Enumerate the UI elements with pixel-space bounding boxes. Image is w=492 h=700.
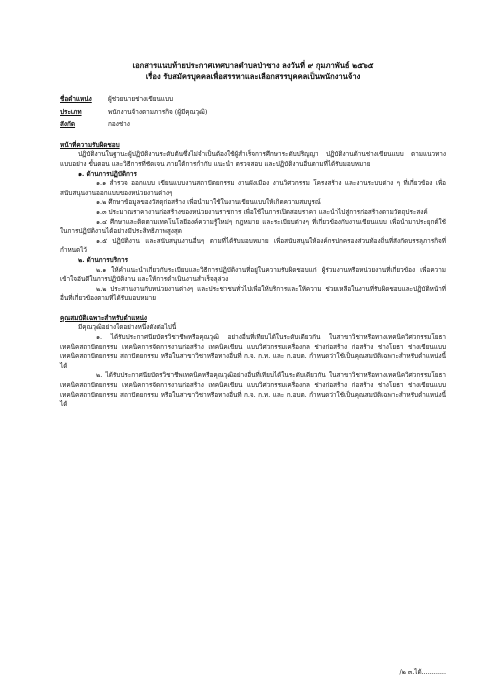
title-block (60, 60, 446, 82)
duties-heading: หน้าที่ความรับผิดชอบ (60, 140, 120, 149)
duties-intro: ปฏิบัติงานในฐานะผู้ปฏิบัติงานระดับต้นซึ่งไม่จำเป็นต้องใช้ผู้สำเร็จการศึกษาระดับปริญญา ปฏิบัติงานด้านช่างเขียนแบบ ตามแนวทาง แบบอย่าง ขั้นตอน และวิธีการที่ชัดเจน ภายใต้การกำกับ แนะนำ ตรวจสอบ และปฏิบัติงานอื่นตามที่ได้รับมอบหมาย (60, 150, 446, 168)
document-title: เอกสารแนบท้ายประกาศเทศบาลตำบลป่าซาง ลงวันที่ ๙ กุมภาพันธ์ ๒๕๖๕ (132, 61, 374, 70)
service-item: ๒.๒ ประสานงานกับหน่วยงานต่างๆ และประชาชนทั่วไปเพื่อให้บริการและให้ความ ช่วยเหลือในงานที่รับผิดชอบและปฏิบัติหน้าที่อื่นที่เกี่ยวข้องตามที่ได้รับมอบหมาย (60, 284, 446, 303)
position-value: ผู้ช่วยนายช่างเขียนแบบ (108, 95, 174, 103)
qualifications-intro: มีคุณวุฒิอย่างใดอย่างหนึ่งดังต่อไปนี้ (78, 323, 177, 332)
operations-item: ๑.๓ ประมาณราคางานก่อสร้างของหน่วยงานราชการ เพื่อใช้ในการเปิดสอบราคา และนำไปสู่การก่อสร้างตามวัตถุประสงค์ (96, 207, 428, 216)
qualification-item: ๒. ได้รับประกาศนียบัตรวิชาชีพเทคนิคหรือคุณวุฒิอย่างอื่นที่เทียบได้ในระดับเดียวกัน ในสาขาวิชาหรือทางเทคนิควิศวกรรมโยธา เทคนิคสถาปัตยกรรม เทคนิคการจัดการงานก่อสร้าง เทคนิคเขียน แบบวิศวกรรมเครื่องกล ช่างก่อสร้าง ก่อสร้าง ช่างโยธา ช่างเขียนแบบ เทคนิคสถาปัตยกรรม สถาปัตยกรรม หรือในสาขาวิชาหรือทางอื่นที่ ก.จ. ก.ท. และ ก.อบต. กำหนดว่าใช้เป็นคุณสมบัติเฉพาะสำหรับตำแหน่งนี้ได้ (60, 371, 446, 409)
qualification-item: ๑. ได้รับประกาศนียบัตรวิชาชีพหรือคุณวุฒิ อย่างอื่นที่เทียบได้ในระดับเดียวกัน ในสาขาวิชาหรือทางเทคนิควิศวกรรมโยธา เทคนิคสถาปัตยกรรม เทคนิคการจัดการงานก่อสร้าง เทคนิคเขียน แบบวิศวกรรมเครื่องกล ช่างก่อสร้าง ก่อสร้าง ช่างโยธา ช่างเขียนแบบ เทคนิคสถาปัตยกรรม สถาปัตยกรรม หรือในสาขาวิชาหรือทางอื่นที่ ก.จ. ก.ท. และ ก.อบต. กำหนดว่าใช้เป็นคุณสมบัติเฉพาะสำหรับตำแหน่งนี้ได้ (60, 333, 446, 370)
position-info (60, 95, 446, 130)
qualifications-heading: คุณสมบัติเฉพาะสำหรับตำแหน่ง (60, 313, 148, 322)
operations-heading: ๑. ด้านการปฏิบัติการ (78, 169, 137, 178)
type-label: ประเภท (60, 107, 82, 116)
type-value: พนักงานจ้างตามภารกิจ (ผู้มีคุณวุฒิ) (108, 107, 208, 116)
operations-item: ๑.๕ ปฏิบัติงาน และสนับสนุนงานอื่นๆ ตามที่ได้รับมอบหมาย เพื่อสนับสนุนให้องค์กรปกครองส่วนท้องถิ่นที่สังกัดบรรลุภารกิจที่กำหนดไว้ (60, 236, 446, 255)
operations-item: ๑.๒ ศึกษาข้อมูลของวัสดุก่อสร้าง เพื่อนำมาใช้ในงานเขียนแบบให้เกิดความสมบูรณ์ (96, 198, 321, 207)
service-heading: ๒. ด้านการบริการ (78, 255, 129, 264)
type-row (60, 108, 446, 118)
service-item: ๒.๑ ให้คำแนะนำเกี่ยวกับระเบียบและวิธีการปฏิบัติงานที่อยู่ในความรับผิดชอบแก่ ผู้ร่วมงานหรือหน่วยงานที่เกี่ยวข้อง เพื่อความเข้าใจอันดีในการปฏิบัติงาน และให้การดำเนินงานสำเร็จลุล่วง (60, 265, 446, 284)
operations-item: ๑.๔ ศึกษาและติดตามเทคโนโลยีองค์ความรู้ใหม่ๆ กฎหมาย และระเบียบต่างๆ ที่เกี่ยวข้องกับงานเขียนแบบ เพื่อนำมาประยุกต์ใช้ในการปฏิบัติงานได้อย่างมีประสิทธิภาพสูงสุด (60, 217, 446, 236)
department-row (60, 120, 446, 130)
position-row (60, 95, 446, 105)
operations-item: ๑.๑ สำรวจ ออกแบบ เขียนแบบงานสถาปัตยกรรม งานผังเมือง งานวิศวกรรม โครงสร้าง และงานระบบต่าง ๆ ที่เกี่ยวข้อง เพื่อสนับสนุนงานออกแบบของหน่วยงานต่างๆ (60, 179, 446, 197)
page-continuation-marker: /๒ ๓.ได้............ (399, 668, 446, 676)
department-label: สังกัด (60, 120, 76, 129)
document-subject: เรื่อง รับสมัครบุคคลเพื่อสรรหาและเลือกสรรบุคคลเป็นพนักงานจ้าง (145, 72, 361, 81)
position-label: ชื่อตำแหน่ง (60, 95, 92, 103)
department-value: กองช่าง (108, 120, 130, 129)
